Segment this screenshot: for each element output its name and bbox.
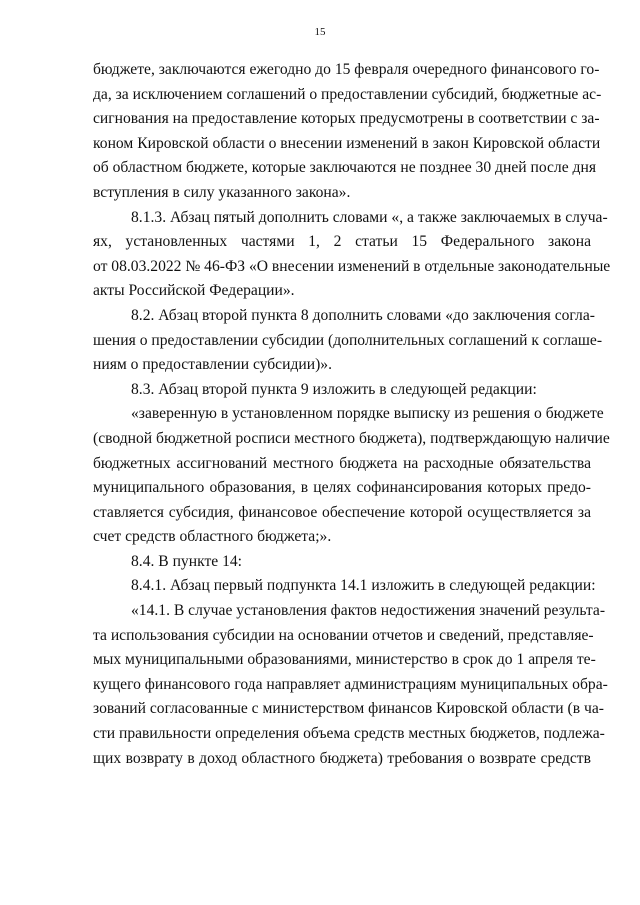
text-line: сигнования на предоставление которых предусмотрены в соответствии с за-: [93, 110, 600, 128]
text-line: кущего финансового года направляет администрациям муниципальных обра-: [93, 675, 608, 693]
text-line: 8.3. Абзац второй пункта 9 изложить в следующей редакции:: [131, 380, 537, 398]
text-line: от 08.03.2022 № 46-ФЗ «О внесении изменений в отдельные законодательные: [93, 257, 611, 275]
text-line: «14.1. В случае установления фактов недостижения значений результа-: [131, 602, 606, 620]
text-line: вступления в силу указанного закона».: [93, 183, 351, 201]
text-line: 8.1.3. Абзац пятый дополнить словами «, а также заключаемых в случа-: [131, 208, 608, 226]
text-line: об областном бюджете, которые заключаются не позднее 30 дней после дня: [93, 159, 596, 177]
text-line: счет средств областного бюджета;».: [93, 528, 332, 546]
text-line: ниям о предоставлении субсидии)».: [93, 356, 332, 374]
text-line: «заверенную в установленном порядке выписку из решения о бюджете: [131, 405, 604, 423]
text-line: да, за исключением соглашений о предоставлении субсидий, бюджетные ас-: [93, 85, 602, 103]
page-number: 15: [314, 26, 326, 38]
text-line: зований согласованные с министерством финансов Кировской области (в ча-: [93, 700, 604, 718]
text-line: муниципального образования, в целях софинансирования которых предо-: [93, 479, 591, 497]
document-body: [93, 58, 611, 771]
text-line: сти правильности определения объема средств местных бюджетов, подлежа-: [93, 725, 605, 743]
text-line: 8.2. Абзац второй пункта 8 дополнить словами «до заключения согла-: [131, 306, 595, 324]
text-line: коном Кировской области о внесении изменений в закон Кировской области: [93, 134, 601, 152]
text-line: 8.4.1. Абзац первый подпункта 14.1 изложить в следующей редакции:: [131, 577, 596, 595]
text-line: ставляется субсидия, финансовое обеспечение которой осуществляется за: [93, 503, 591, 521]
text-line: мых муниципальными образованиями, министерство в срок до 1 апреля те-: [93, 651, 596, 669]
text-line: акты Российской Федерации».: [93, 282, 295, 300]
text-line: (сводной бюджетной росписи местного бюджета), подтверждающую наличие: [93, 429, 610, 447]
text-line: бюджете, заключаются ежегодно до 15 февраля очередного финансового го-: [93, 61, 600, 78]
text-line: ях, установленных частями 1, 2 статьи 15 Федерального закона: [93, 233, 591, 251]
text-line: та использования субсидии на основании отчетов и сведений, представляе-: [93, 626, 594, 644]
text-line: бюджетных ассигнований местного бюджета на расходные обязательства: [93, 454, 591, 472]
text-line: шения о предоставлении субсидии (дополнительных соглашений к соглаше-: [93, 331, 603, 349]
text-line: 8.4. В пункте 14:: [131, 552, 243, 570]
text-line: щих возврату в доход областного бюджета) требования о возврате средств: [93, 749, 591, 767]
